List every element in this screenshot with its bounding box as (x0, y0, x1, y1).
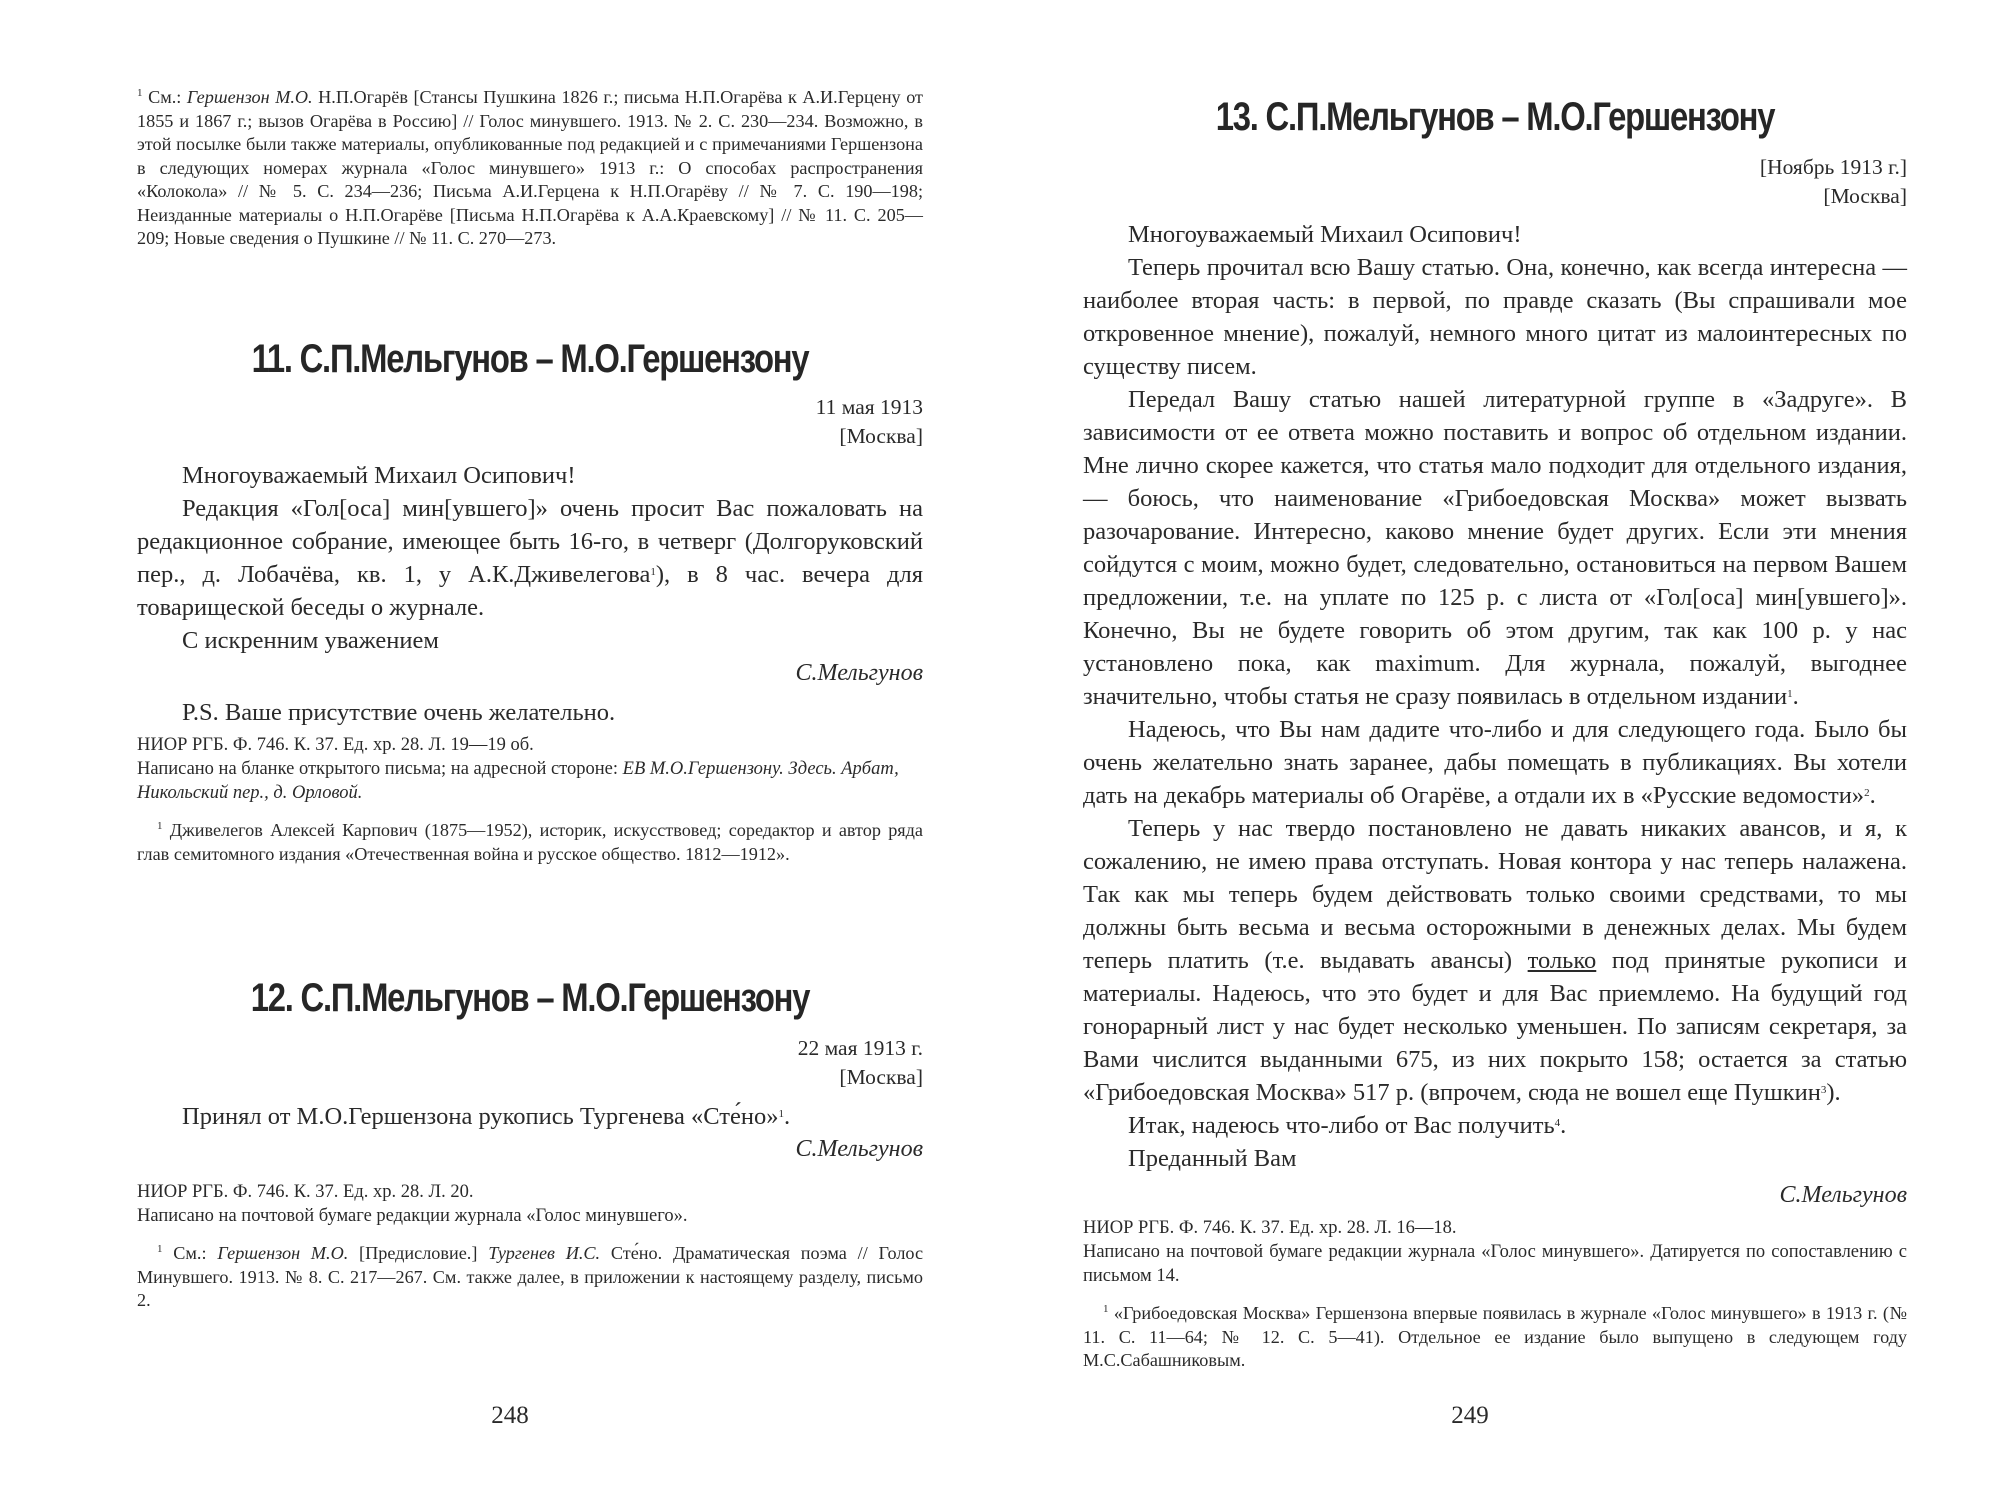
letter-11-title: 11. С.П.Мельгунов – М.О.Гершензону (251, 337, 809, 381)
letter-11-signature: С.Мельгунов (795, 660, 923, 686)
letter-13-paragraph-4: Теперь у нас твердо постановлено не давать никаких авансов, и я, к сожалению, не имею права отступать. Новая контора у нас теперь налажена. Так как мы теперь будем действовать только своими средствами, то мы должны быть весьма и весьма осторожными в денежных делах. Мы будем теперь платить (т.е. выдавать авансы) только под принятые рукописи и материалы. Надеюсь, что это будет и для Вас приемлемо. На будущий год гонорарный лист у нас будет несколько уменьшен. По записям секретаря, за Вами числится выданными 675, из них покрыто 158; остается за статью «Грибоедовская Москва» 517 р. (впрочем, сюда не вошел еще Пушкин$^3$). (1083, 815, 1907, 1106)
letter-11-footnote: $^1$ Дживелегов Алексей Карпович (1875—1952), историк, искусствовед; соредактор и автор ряда глав семитомного издания «Отечественная война и русское общество. 1812—1912». (137, 820, 923, 864)
letter-12-note: Написано на почтовой бумаге редакции журнала «Голос минувшего». (137, 1206, 688, 1226)
letter-11-paragraph: Редакция «Гол[оса] мин[увшего]» очень просит Вас пожаловать на редакционное собрание, имеющее быть 16-го, в четверг (Долгоруковский пер., д. Лобачёва, кв. 1, у А.К.Дживелегова$^1$), в 8 час. вечера для товарищеской беседы о журнале. (137, 495, 923, 621)
page-number-left: 248 (491, 1402, 529, 1429)
letter-12-source-block (137, 1180, 923, 1313)
letter-12-signature: С.Мельгунов (795, 1136, 923, 1162)
footnote-mark: 1 (137, 87, 143, 99)
letter-13-note: Написано на почтовой бумаге редакции журнала «Голос минувшего». Датируется по сопоставлению с письмом 14. (1083, 1242, 1907, 1286)
letter-13-greeting: Многоуважаемый Михаил Осипович! (1128, 221, 1522, 248)
letter-12-date: 22 мая 1913 г. (797, 1036, 923, 1060)
letter-13-paragraph-1: Теперь прочитал всю Вашу статью. Она, конечно, как всегда интересна — наиболее вторая часть: в первой, по правде сказать (Вы спрашивали мое откровенное мнение), пожалуй, немного много цитат из малоинтересных по существу писем. (1083, 254, 1907, 380)
letter-13-signature: С.Мельгунов (1779, 1182, 1907, 1208)
letter-11-date: 11 мая 1913 (815, 395, 923, 419)
letter-13-dateline (1083, 153, 1907, 211)
right-page (1000, 0, 2000, 1504)
letter-12-place: [Москва] (839, 1065, 923, 1089)
letter-11-greeting: Многоуважаемый Михаил Осипович! (182, 462, 576, 489)
letter-13-paragraph-3: Надеюсь, что Вы нам дадите что-либо и для следующего года. Было бы очень желательно знать заранее, дабы помещать в публикациях. Вы хотели дать на декабрь материалы об Огарёве, а отдали их в «Русские ведомости»$^2$. (1083, 716, 1907, 809)
letter-11-note: Написано на бланке открытого письма; на адресной стороне: ЕВ М.О.Гершензону. Здесь. Арбат, Никольский пер., д. Орловой. (137, 759, 899, 803)
letter-12-body (137, 1100, 923, 1166)
letter-11-source-block (137, 733, 923, 866)
letter-13-paragraph-5: Итак, надеюсь что-либо от Вас получить$^4$. (1128, 1112, 1567, 1139)
letter-11-closing: С искренним уважением (182, 627, 439, 654)
letter-13-body (1083, 218, 1907, 1212)
letter-13-place: [Москва] (1823, 184, 1907, 208)
page-number-right: 249 (1451, 1402, 1489, 1429)
letter-13-closing: Преданный Вам (1128, 1145, 1297, 1172)
letter-11-place: [Москва] (839, 424, 923, 448)
letter-11-dateline (137, 393, 923, 451)
letter-13-source: НИОР РГБ. Ф. 746. К. 37. Ед. хр. 28. Л. 16—18. (1083, 1218, 1457, 1238)
letter-12-source: НИОР РГБ. Ф. 746. К. 37. Ед. хр. 28. Л. 20. (137, 1182, 474, 1202)
letter-12-dateline (137, 1034, 923, 1092)
letter-11-body (137, 459, 923, 729)
letter-12-footnote: $^1$ См.: Гершензон М.О. [Предисловие.] Тургенев И.С. Сте́но. Драматическая поэма // Голос Минувшего. 1913. № 8. С. 217—267. См. также далее, в приложении к настоящему разделу, письмо 2. (137, 1243, 924, 1310)
letter-13-source-block (1083, 1216, 1907, 1373)
letter-13-date: [Ноябрь 1913 г.] (1759, 155, 1907, 179)
letter-12-text: Принял от М.О.Гершензона рукопись Тургенева «Сте́но»$^1$. (182, 1103, 791, 1130)
letter-12-title: 12. С.П.Мельгунов – М.О.Гершензону (250, 976, 810, 1020)
letter-11-ps: P.S. Ваше присутствие очень желательно. (182, 699, 616, 726)
letter-13-title: 13. С.П.Мельгунов – М.О.Гершензону (1215, 95, 1775, 139)
letter-13-footnote: $^1$ «Грибоедовская Москва» Гершензона впервые появилась в журнале «Голос минувшего» в 1913 г. (№ 11. С. 11—64; № 12. С. 5—41). Отдельное ее издание было выпущено в следующем году М.С.Сабашниковым. (1083, 1303, 1907, 1370)
letter-13-paragraph-2: Передал Вашу статью нашей литературной группе в «Задруге». В зависимости от ее ответа можно поставить и вопрос об отдельном издании. Мне лично скорее кажется, что статья мало подходит для отдельного издания, — боюсь, что наименование «Грибоедовская Москва» может вызвать разочарование. Интересно, каково мнение будет других. Если эти мнения сойдутся с моим, можно будет, следовательно, остановиться на первом Вашем предложении, т.е. на уплате по 125 р. с листа от «Гол[оса] мин[увшего]». Конечно, Вы не будете говорить об этом другим, так как 100 р. у нас установлено пока, как maximum. Для журнала, пожалуй, выгоднее значительно, чтобы статья не сразу появилась в отдельном издании$^1$. (1083, 386, 1907, 710)
letter-11-source: НИОР РГБ. Ф. 746. К. 37. Ед. хр. 28. Л. 19—19 об. (137, 735, 534, 755)
top-footnote: $^1$ См.: Гершензон М.О. Н.П.Огарёв [Стансы Пушкина 1826 г.; письма Н.П.Огарёва к А.И.Герцену от 1855 и 1867 г.; вызов Огарёва в Россию] // Голос минувшего. 1913. № 2. С. 230—234. Возможно, в этой посылке были также материалы, опубликованные под редакцией и с примечаниями Гершензона в следующих номерах журнала «Голос минувшего» 1913 г.: О способах распространения «Колокола» // № 5. С. 234—236; Письма А.И.Герцена к Н.П.Огарёву // № 7. С. 190—198; Неизданные материалы о Н.П.Огарёве [Письма Н.П.Огарёва к А.А.Краевскому] // № 11. С. 205—209; Новые сведения о Пушкине // № 11. С. 270—273. (137, 87, 924, 248)
